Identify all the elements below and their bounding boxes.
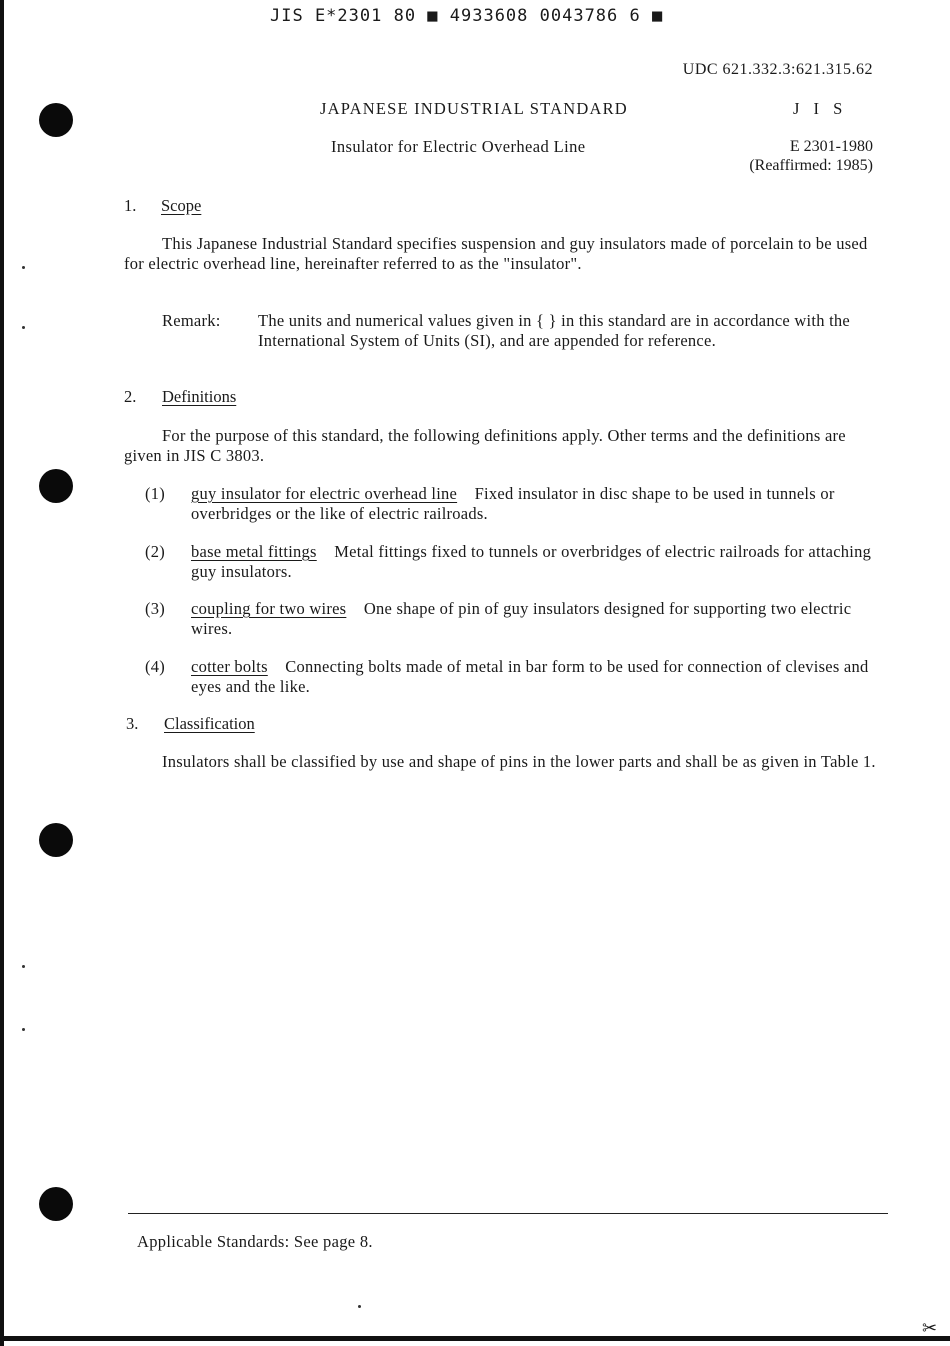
scan-speck bbox=[22, 965, 25, 968]
scan-speck bbox=[22, 1028, 25, 1031]
definition-body bbox=[191, 657, 881, 696]
jis-mark: J I S bbox=[793, 99, 848, 118]
section-3-heading: Classification bbox=[164, 714, 255, 733]
scope-paragraph: This Japanese Industrial Standard specifies suspension and guy insulators made of porcelain to be used for electric overhead line, hereinafter referred to as the "insulator". bbox=[124, 234, 868, 273]
applicable-standards-note: Applicable Standards: See page 8. bbox=[137, 1232, 373, 1251]
page-edge-bottom bbox=[0, 1336, 950, 1341]
section-1-number: 1. bbox=[124, 196, 137, 215]
scan-speck bbox=[22, 266, 25, 269]
section-2-number: 2. bbox=[124, 387, 137, 406]
footnote-divider bbox=[128, 1213, 888, 1214]
definition-term: cotter bolts bbox=[191, 657, 268, 676]
udc-number: UDC 621.332.3:621.315.62 bbox=[682, 61, 873, 78]
definition-term: guy insulator for electric overhead line bbox=[191, 484, 458, 503]
scan-speck bbox=[358, 1305, 361, 1308]
catalog-code-line: JIS E*2301 80 ■ 4933608 0043786 6 ■ bbox=[270, 6, 664, 26]
remark-text: The units and numerical values given in { } in this standard are in accordance with the International System of Units (SI), and are appended for reference. bbox=[258, 311, 850, 350]
definition-number: (1) bbox=[145, 484, 165, 503]
definitions-intro: For the purpose of this standard, the following definitions apply. Other terms and the definitions are given in JIS C 3803. bbox=[124, 426, 846, 465]
section-2-heading: Definitions bbox=[162, 387, 237, 406]
classification-paragraph: Insulators shall be classified by use and shape of pins in the lower parts and shall be as given in Table 1. bbox=[162, 752, 876, 771]
definition-body bbox=[191, 542, 881, 581]
definition-text: One shape of pin of guy insulators designed for supporting two electric wires. bbox=[191, 599, 852, 638]
punch-hole-2 bbox=[39, 469, 73, 503]
definition-term: base metal fittings bbox=[191, 542, 317, 561]
definition-text: Fixed insulator in disc shape to be used in tunnels or overbridges or the like of electric railroads. bbox=[191, 484, 835, 523]
punch-hole-3 bbox=[39, 823, 73, 857]
definition-body bbox=[191, 599, 881, 638]
scan-speck bbox=[22, 326, 25, 329]
definition-number: (2) bbox=[145, 542, 165, 561]
definition-number: (3) bbox=[145, 599, 165, 618]
corner-mark-icon: ✂ bbox=[922, 1318, 938, 1338]
page-edge-left bbox=[0, 0, 4, 1346]
section-1-heading: Scope bbox=[161, 196, 202, 215]
definition-number: (4) bbox=[145, 657, 165, 676]
section-3-number: 3. bbox=[126, 714, 139, 733]
standard-title: JAPANESE INDUSTRIAL STANDARD bbox=[320, 99, 628, 118]
document-title: Insulator for Electric Overhead Line bbox=[331, 137, 586, 156]
reaffirmed-date: (Reaffirmed: 1985) bbox=[749, 157, 873, 174]
definition-body bbox=[191, 484, 881, 523]
punch-hole-1 bbox=[39, 103, 73, 137]
punch-hole-4 bbox=[39, 1187, 73, 1221]
document-number: E 2301-1980 bbox=[789, 138, 873, 155]
document-number-block bbox=[749, 137, 873, 175]
definition-text: Metal fittings fixed to tunnels or overbridges of electric railroads for attaching guy insulators. bbox=[191, 542, 872, 581]
remark-label: Remark: bbox=[162, 311, 221, 330]
definition-text: Connecting bolts made of metal in bar form to be used for connection of clevises and eyes and the like. bbox=[191, 657, 869, 696]
definition-term: coupling for two wires bbox=[191, 599, 347, 618]
